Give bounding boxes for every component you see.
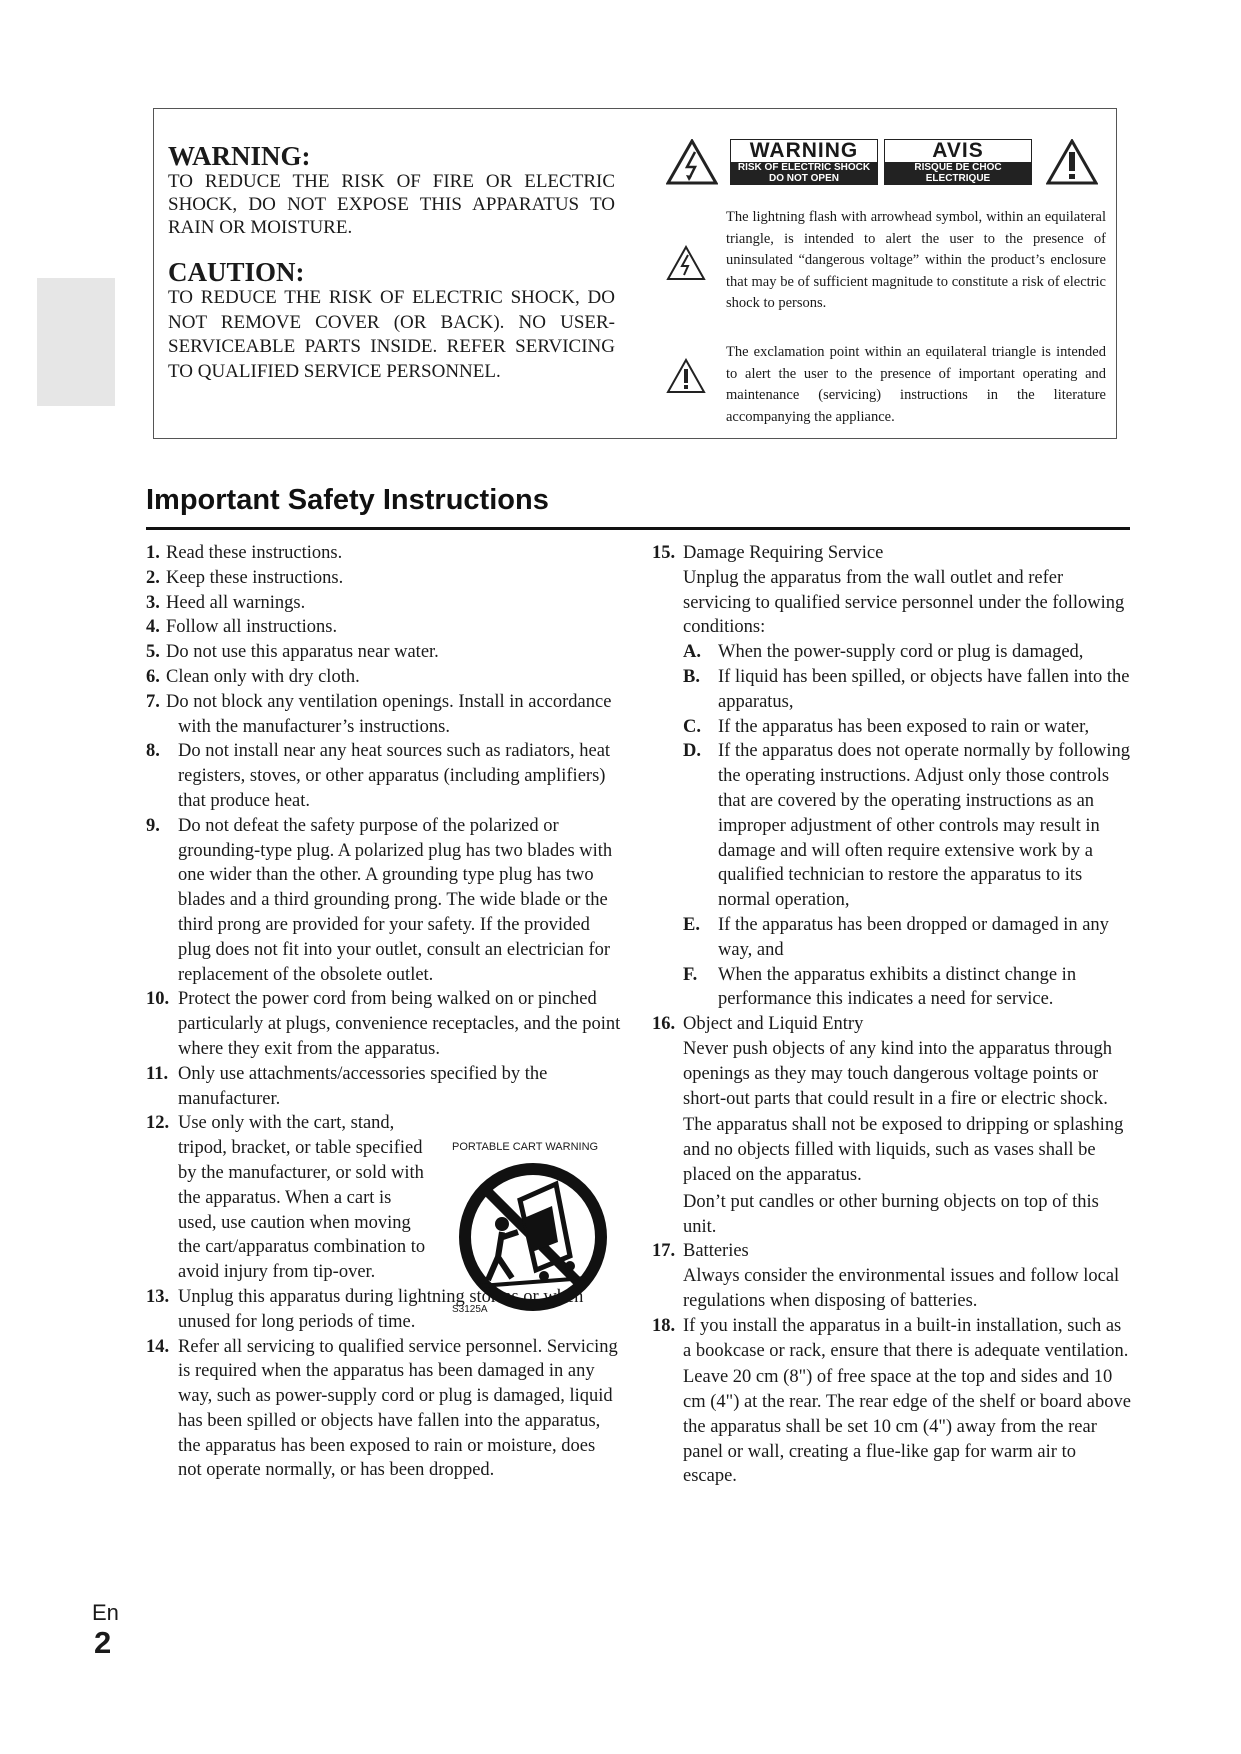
item-text: Don’t put candles or other burning objects on top of this unit.	[683, 1191, 1099, 1237]
warning-signs-row	[666, 139, 1098, 195]
exclamation-text: The exclamation point within an equilateral triangle is intended to alert the user to the presence of important operating and maintenance (servicing) instructions in the literature accompanying the appliance.	[726, 344, 1106, 425]
avis-label-title: AVIS	[932, 139, 984, 162]
avis-label-line1: RISQUE DE CHOC ELECTRIQUE	[914, 162, 1002, 184]
list-item	[146, 987, 622, 1061]
item-text: Do not install near any heat sources such as radiators, heat registers, stoves, or other apparatus (including amplifiers) that produce heat.	[178, 741, 611, 811]
list-item	[652, 1239, 1132, 1313]
right-column	[652, 541, 1132, 1489]
item-number: 3.	[146, 592, 160, 613]
item-number: 5.	[146, 642, 160, 663]
warning-label-line2: DO NOT OPEN	[768, 173, 839, 184]
item-number: 8.	[146, 741, 160, 762]
item-title: Batteries	[683, 1241, 749, 1262]
item-text: Protect the power cord from being walked on or pinched particularly at plugs, convenience receptacles, and the point where they exit from the apparatus.	[178, 989, 621, 1059]
title-rule	[146, 527, 1130, 530]
warning-text-block	[168, 143, 615, 384]
warning-label-title: WARNING	[749, 139, 859, 162]
lightning-text: The lightning flash with arrowhead symbol, within an equilateral triangle, is intended to alert the user to the presence of uninsulated “dangerous voltage” within the product’s enclosure that may be of sufficient magnitude to constitute a risk of electric shock to persons.	[726, 209, 1106, 311]
list-item	[146, 1062, 622, 1112]
item-text: Never push objects of any kind into the apparatus through openings as they may touch dangerous voltage points or short-out parts that could result in a fire or electric shock.	[683, 1038, 1112, 1109]
item-number: 15.	[652, 543, 676, 563]
item-number: 13.	[146, 1286, 170, 1307]
item-text: Only use attachments/accessories specified by the manufacturer.	[178, 1063, 548, 1109]
item-text: Refer all servicing to qualified service personnel. Servicing is required when the apparatus has been damaged in any way, such as power-supply cord or plug is damaged, liquid has been spilled or objects have fallen into the apparatus, the apparatus has been exposed to rain or moisture, does not operate normally, or has been dropped.	[178, 1336, 618, 1481]
item-number: 10.	[146, 989, 170, 1010]
sub-item-text: If the apparatus has been exposed to rain or water,	[718, 716, 1090, 737]
list-item	[146, 739, 622, 813]
sub-item-letter: A.	[683, 642, 701, 663]
item-title: Object and Liquid Entry	[683, 1014, 864, 1035]
exclamation-triangle-icon	[1046, 139, 1098, 185]
language-label: En	[92, 1600, 119, 1625]
avis-label	[884, 139, 1032, 195]
sub-item	[683, 665, 1132, 715]
sub-item	[683, 640, 1132, 665]
list-item	[146, 591, 622, 616]
item-number: 17.	[652, 1241, 676, 1262]
sub-item-letter: C.	[683, 716, 701, 737]
side-tab-marker	[37, 278, 115, 406]
sub-item-text: When the power-supply cord or plug is damaged,	[718, 642, 1084, 663]
avis-label-line2: NE PAS OUVRIR	[918, 184, 998, 195]
sub-item	[683, 963, 1132, 1013]
lightning-explanation	[666, 207, 1106, 315]
item-number: 14.	[146, 1336, 170, 1357]
item-number: 16.	[652, 1014, 676, 1035]
item-text: Clean only with dry cloth.	[166, 666, 360, 687]
list-item	[146, 541, 622, 566]
list-item	[652, 1314, 1132, 1490]
item-text: Unplug the apparatus from the wall outlet and refer servicing to qualified service personnel under the following conditions:	[683, 567, 1125, 638]
exclamation-small-icon	[666, 358, 706, 394]
cart-code: S3125A	[452, 1304, 488, 1315]
item-number: 9.	[146, 815, 160, 836]
item-text: Do not block any ventilation openings. Install in accordance with the manufacturer’s instructions.	[166, 691, 612, 737]
item-text: Leave 20 cm (8") of free space at the top and sides and 10 cm (4") at the rear. The rear edge of the shelf or board above the apparatus shall be set 10 cm (4") away from the rear panel or wall, creating a flue-like gap for warm air to escape.	[683, 1367, 1131, 1487]
sub-item-text: If the apparatus does not operate normally by following the operating instructions. Adjust only those controls that are covered by the operating instructions as an improper adjustment of other controls may result in damage and will often require extensive work by a qualified technician to restore the apparatus to its normal operation,	[718, 741, 1131, 911]
avis-label-strip	[885, 162, 1031, 195]
item-number: 12.	[146, 1113, 170, 1134]
list-item	[146, 665, 622, 690]
item-number: 11.	[146, 1063, 169, 1084]
sub-item-text: If the apparatus has been dropped or damaged in any way, and	[718, 914, 1109, 960]
caution-heading: CAUTION:	[168, 257, 305, 287]
list-item	[146, 1111, 433, 1285]
item-text: Follow all instructions.	[166, 617, 338, 638]
cart-warning-label: PORTABLE CART WARNING	[452, 1141, 599, 1153]
item-title: Damage Requiring Service	[683, 543, 884, 563]
sub-item	[683, 739, 1132, 913]
item-text: Unplug this apparatus during lightning storms or when unused for long periods of time.	[178, 1286, 584, 1332]
list-item	[146, 1335, 622, 1484]
warning-text: TO REDUCE THE RISK OF FIRE OR ELECTRIC SHOCK, DO NOT EXPOSE THIS APPARATUS TO RAIN OR MOISTURE.	[168, 171, 615, 238]
lightning-triangle-icon	[666, 139, 718, 185]
item-text: If you install the apparatus in a built-in installation, such as a bookcase or rack, ensure that there is adequate ventilation.	[683, 1315, 1129, 1361]
list-item	[652, 1012, 1132, 1239]
warning-label-line1: RISK OF ELECTRIC SHOCK	[737, 162, 871, 173]
item-number: 2.	[146, 567, 160, 588]
item-text: Do not defeat the safety purpose of the polarized or grounding-type plug. A polarized plug has two blades with one wider than the other. A grounding type plug has two blades and a third grounding prong. The wide blade or the third prong are provided for your safety. If the provided plug does not fit into your outlet, consult an electrician for replacement of the obsolete outlet.	[178, 815, 613, 985]
list-item	[146, 566, 622, 591]
sub-item-letter: E.	[683, 914, 700, 935]
sub-item-text: When the apparatus exhibits a distinct change in performance this indicates a need for service.	[718, 964, 1077, 1010]
lightning-small-icon	[666, 245, 706, 281]
portable-cart-warning	[452, 1140, 630, 1330]
left-column	[146, 541, 622, 1483]
list-item	[146, 814, 622, 988]
item-number: 4.	[146, 617, 160, 638]
item-number: 6.	[146, 666, 160, 687]
list-item	[146, 690, 622, 740]
caution-text: TO REDUCE THE RISK OF ELECTRIC SHOCK, DO NOT REMOVE COVER (OR BACK). NO USER-SERVICEABLE PARTS INSIDE. REFER SERVICING TO QUALIFIED SERVICE PERSONNEL.	[168, 287, 615, 382]
item-text: The apparatus shall not be exposed to dripping or splashing and no objects filled with liquids, such as vases shall be placed on the apparatus.	[683, 1115, 1124, 1185]
warning-box	[153, 108, 1117, 439]
warning-label-strip	[731, 162, 877, 184]
sub-item	[683, 913, 1132, 963]
item-text: Always consider the environmental issues and follow local regulations when disposing of batteries.	[683, 1266, 1120, 1311]
sub-item-text: If liquid has been spilled, or objects have fallen into the apparatus,	[718, 666, 1130, 712]
warning-label	[730, 139, 878, 185]
item-text: Do not use this apparatus near water.	[166, 642, 439, 663]
item-text: Keep these instructions.	[166, 567, 344, 588]
item-text: Read these instructions.	[166, 543, 343, 563]
sub-item-letter: D.	[683, 741, 701, 762]
page-title: Important Safety Instructions	[146, 484, 549, 516]
list-item	[652, 541, 1132, 1012]
sub-item	[683, 715, 1132, 740]
list-item	[146, 615, 622, 640]
sub-item-letter: F.	[683, 964, 698, 985]
item-text: Use only with the cart, stand, tripod, bracket, or table specified by the manufacturer, or sold with the apparatus. When a cart is used, use caution when moving the cart/apparatus combination to avoid injury from tip-over.	[178, 1113, 426, 1283]
warning-heading: WARNING:	[168, 141, 311, 171]
item-number: 18.	[652, 1315, 676, 1336]
sub-item-letter: B.	[683, 666, 700, 687]
cart-tipover-icon	[458, 1162, 608, 1312]
item-number: 7.	[146, 691, 160, 712]
page-number: 2	[94, 1625, 112, 1660]
item-number: 1.	[146, 543, 160, 563]
list-item	[146, 640, 622, 665]
exclamation-explanation	[666, 342, 1106, 428]
item-text: Heed all warnings.	[166, 592, 306, 613]
